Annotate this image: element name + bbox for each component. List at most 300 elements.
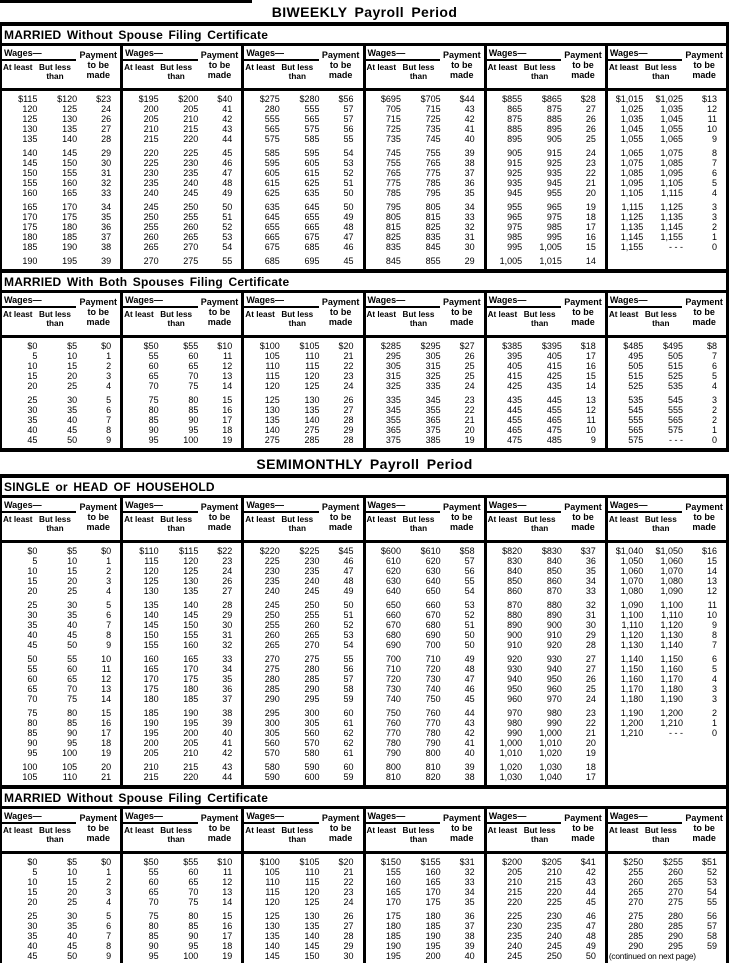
wage-bracket-row: [123, 188, 241, 198]
wage-bracket-row: [244, 867, 362, 877]
but-less-than-value: 315: [425, 361, 441, 371]
payment-value: 11: [101, 664, 112, 674]
scan-edge-line: [0, 0, 252, 3]
but-less-than-value: 1,030: [539, 762, 562, 772]
but-less-than-value: 385: [425, 435, 441, 445]
wage-bracket-row: [487, 168, 605, 178]
at-least-value: 715: [385, 114, 401, 124]
payment-value: 31: [222, 630, 233, 640]
payment-value: 29: [343, 941, 354, 951]
but-less-than-value: 1,145: [660, 222, 684, 232]
at-least-value: 825: [385, 232, 401, 242]
at-least-value: $100: [259, 341, 280, 351]
at-least-value: 740: [385, 694, 401, 704]
wage-bracket-row: [487, 664, 605, 674]
but-less-than-value: 215: [546, 877, 562, 887]
wages-header-block: [366, 809, 440, 851]
but-less-than-value: 925: [546, 158, 562, 168]
wage-bracket-group: [120, 498, 241, 785]
payment-value: 5: [106, 911, 112, 921]
continued-note: (continued on next page): [608, 951, 696, 961]
wage-bracket-row: [487, 640, 605, 650]
payment-value: 21: [464, 415, 475, 425]
wage-bracket-row: [244, 941, 362, 951]
wage-bracket-row: [244, 94, 362, 104]
but-less-than-value: 245: [546, 941, 562, 951]
column-subheaders: [366, 308, 440, 328]
wage-bracket-row: [608, 395, 726, 405]
payment-value: 27: [585, 654, 596, 664]
but-less-than-value: 835: [425, 232, 441, 242]
but-less-than-value: 80: [188, 911, 199, 921]
at-least-value: 685: [264, 256, 280, 266]
at-least-value: 140: [264, 425, 280, 435]
at-least-value: 1,150: [620, 664, 644, 674]
wage-bracket-row: [608, 381, 726, 391]
at-least-value: 730: [385, 684, 401, 694]
payment-value: 1: [711, 718, 717, 728]
at-least-value: 720: [385, 674, 401, 684]
wage-bracket-row: [608, 134, 726, 144]
wages-label: Wages—: [123, 295, 197, 308]
at-least-value: 795: [385, 202, 401, 212]
but-less-than-value: 265: [667, 877, 684, 887]
at-least-value: 180: [22, 232, 38, 242]
payment-value: $31: [459, 857, 475, 867]
payment-value: 14: [101, 694, 112, 704]
payment-value: 59: [343, 694, 354, 704]
wage-bracket-row: [123, 728, 241, 738]
payment-value: 26: [585, 674, 596, 684]
payment-value: 22: [343, 361, 354, 371]
wage-bracket-row: [487, 546, 605, 556]
but-less-than-value: 1,080: [660, 576, 684, 586]
wages-label: Wages—: [608, 48, 682, 61]
payment-value: 34: [464, 887, 475, 897]
at-least-value: 225: [507, 911, 523, 921]
payment-value: 33: [585, 586, 596, 596]
at-least-value: 85: [148, 931, 159, 941]
but-less-than-value: 670: [425, 610, 441, 620]
payment-header: Payment to be made: [443, 297, 481, 327]
payment-value: 24: [585, 694, 596, 704]
section-title: MARRIED With Both Spouses Filing Certificate: [2, 273, 726, 293]
payment-value: 24: [101, 104, 112, 114]
payment-value: 0: [711, 242, 717, 252]
wage-bracket-group: [363, 46, 484, 269]
but-less-than-value: 825: [425, 222, 441, 232]
but-less-than-value: 845: [425, 242, 441, 252]
but-less-than-header: But less than: [39, 515, 71, 533]
at-least-value: 565: [264, 124, 280, 134]
at-least-value: 1,210: [620, 728, 644, 738]
wage-bracket-row: [2, 94, 120, 104]
bracket-rows: [123, 338, 241, 448]
payment-value: 26: [343, 395, 354, 405]
wage-bracket-row: [366, 708, 484, 718]
payment-value: 30: [343, 951, 354, 961]
wage-bracket-row: [608, 415, 726, 425]
wage-bracket-row: [487, 951, 605, 961]
but-less-than-value: 95: [67, 738, 78, 748]
payment-value: 22: [343, 877, 354, 887]
at-least-value: 110: [265, 877, 280, 887]
wage-bracket-row: [366, 664, 484, 674]
payment-value: 9: [106, 640, 112, 650]
but-less-than-value: 135: [304, 921, 320, 931]
payment-header: Payment to be made: [685, 813, 723, 843]
but-less-than-value: - - -: [669, 728, 684, 738]
at-least-value: 210: [507, 877, 523, 887]
bracket-rows: [366, 91, 484, 269]
bracket-rows: [608, 543, 726, 785]
at-least-value: 110: [265, 361, 280, 371]
payment-value: 6: [711, 168, 717, 178]
but-less-than-value: 1,125: [660, 202, 684, 212]
wage-bracket-row: [487, 256, 605, 266]
but-less-than-value: 880: [546, 600, 562, 610]
but-less-than-value: 260: [183, 222, 199, 232]
wage-bracket-group: [605, 46, 726, 269]
wage-bracket-row: [244, 694, 362, 704]
wage-bracket-row: [2, 772, 120, 782]
but-less-than-value: 990: [546, 718, 562, 728]
but-less-than-value: 195: [425, 941, 441, 951]
payment-header: Payment to be made: [443, 813, 481, 843]
wage-bracket-row: [123, 772, 241, 782]
wage-bracket-row: [608, 664, 726, 674]
group-header: [366, 46, 484, 91]
but-less-than-value: 285: [304, 674, 320, 684]
at-least-value: 405: [507, 361, 523, 371]
at-least-value: 155: [385, 867, 401, 877]
wage-bracket-row: [608, 341, 726, 351]
at-least-value: 955: [507, 202, 523, 212]
wage-bracket-group: [120, 46, 241, 269]
but-less-than-value: 10: [67, 867, 78, 877]
payment-value: 18: [222, 941, 233, 951]
wage-bracket-row: [244, 664, 362, 674]
but-less-than-value: 220: [546, 887, 562, 897]
but-less-than-value: - - -: [669, 242, 684, 252]
wage-bracket-row: [123, 395, 241, 405]
payment-header: Payment to be made: [564, 813, 602, 843]
payment-value: 18: [585, 762, 596, 772]
wages-label: Wages—: [487, 500, 561, 513]
wage-bracket-row: [366, 867, 484, 877]
but-less-than-value: 200: [183, 728, 199, 738]
group-header: [123, 46, 241, 91]
at-least-value: 1,155: [620, 242, 644, 252]
payment-value: 40: [222, 728, 233, 738]
wage-bracket-row: [123, 708, 241, 718]
at-least-value: 800: [385, 762, 401, 772]
wage-bracket-row: [123, 664, 241, 674]
at-least-value: $100: [259, 857, 280, 867]
wage-bracket-group: [605, 498, 726, 785]
at-least-value: 20: [27, 897, 38, 907]
payment-value: 11: [586, 415, 596, 425]
payment-value: 8: [106, 941, 112, 951]
at-least-value: 495: [628, 351, 644, 361]
payment-value: 29: [101, 148, 112, 158]
but-less-than-value: 175: [425, 897, 441, 907]
but-less-than-value: 740: [425, 684, 441, 694]
at-least-value: 95: [27, 748, 38, 758]
at-least-value: 170: [22, 212, 38, 222]
payment-value: 19: [101, 748, 112, 758]
payment-value: 36: [464, 178, 475, 188]
wage-bracket-groups: [2, 293, 726, 448]
payment-value: 30: [101, 158, 112, 168]
but-less-than-value: 1,100: [660, 600, 684, 610]
wage-bracket-row: [2, 546, 120, 556]
payment-value: $10: [217, 857, 233, 867]
payment-value: 33: [464, 212, 475, 222]
but-less-than-value: 70: [188, 887, 199, 897]
wage-bracket-row: [608, 654, 726, 664]
at-least-value: 255: [143, 222, 159, 232]
but-less-than-value: 775: [425, 168, 441, 178]
but-less-than-value: 565: [304, 114, 320, 124]
but-less-than-value: 25: [67, 381, 78, 391]
wage-bracket-row: [366, 857, 484, 867]
at-least-value: 145: [143, 620, 159, 630]
but-less-than-value: 475: [546, 425, 562, 435]
but-less-than-value: 85: [67, 718, 78, 728]
wage-bracket-row: [487, 405, 605, 415]
wage-bracket-group: [241, 498, 362, 785]
bracket-rows: [2, 854, 120, 963]
payment-value: 14: [222, 897, 233, 907]
column-subheaders: [123, 308, 197, 328]
but-less-than-value: 185: [62, 232, 78, 242]
wage-bracket-row: [366, 158, 484, 168]
at-least-value: 1,060: [620, 566, 644, 576]
wage-bracket-row: [123, 405, 241, 415]
at-least-value: 545: [628, 405, 644, 415]
wage-bracket-row: [2, 188, 120, 198]
payment-value: 53: [222, 232, 233, 242]
wage-bracket-group: [363, 498, 484, 785]
at-least-value: 260: [143, 232, 159, 242]
wage-bracket-row: [123, 576, 241, 586]
wage-bracket-row: [366, 114, 484, 124]
but-less-than-value: 120: [304, 887, 320, 897]
but-less-than-header: But less than: [160, 826, 193, 844]
payment-value: 11: [222, 867, 233, 877]
group-header: [608, 498, 726, 543]
but-less-than-value: 910: [546, 630, 562, 640]
payment-value: $0: [101, 857, 112, 867]
but-less-than-value: 130: [62, 114, 78, 124]
wage-bracket-row: [608, 405, 726, 415]
payment-value: 15: [706, 556, 717, 566]
wage-bracket-row: [123, 232, 241, 242]
but-less-than-value: 185: [425, 921, 441, 931]
wage-bracket-row: [2, 911, 120, 921]
at-least-value: 995: [507, 242, 523, 252]
wages-header-block: [123, 293, 197, 335]
at-least-value: 1,080: [620, 586, 644, 596]
payment-value: 59: [343, 772, 354, 782]
at-least-value: 1,105: [620, 188, 644, 198]
but-less-than-value: 245: [183, 188, 199, 198]
but-less-than-value: 250: [183, 202, 199, 212]
at-least-value: 105: [22, 772, 38, 782]
wage-bracket-row: [2, 425, 120, 435]
but-less-than-value: 765: [425, 158, 441, 168]
but-less-than-value: 80: [188, 395, 199, 405]
wage-bracket-groups: [2, 46, 726, 269]
but-less-than-value: 575: [304, 124, 320, 134]
wages-label: Wages—: [2, 295, 76, 308]
wages-header-block: [244, 293, 318, 335]
at-least-value: 300: [264, 718, 280, 728]
but-less-than-value: 800: [425, 748, 441, 758]
wage-bracket-group: [241, 809, 362, 963]
at-least-value: 535: [628, 395, 644, 405]
wage-bracket-row: [366, 134, 484, 144]
at-least-value: 185: [22, 242, 38, 252]
payment-value: 53: [706, 877, 717, 887]
wage-bracket-row: [244, 610, 362, 620]
wages-header-block: [608, 809, 682, 851]
wage-bracket-row: [608, 708, 726, 718]
but-less-than-value: 625: [304, 178, 320, 188]
wage-bracket-row: [487, 867, 605, 877]
wage-bracket-row: [366, 566, 484, 576]
wage-bracket-row: [2, 104, 120, 114]
but-less-than-header: But less than: [523, 515, 556, 533]
payment-header: Payment to be made: [321, 50, 360, 80]
but-less-than-value: 250: [304, 600, 320, 610]
payment-value: 7: [711, 158, 717, 168]
payment-value: 41: [464, 738, 475, 748]
wage-bracket-row: [123, 620, 241, 630]
payment-value: $45: [338, 546, 354, 556]
at-least-value: 270: [143, 256, 159, 266]
but-less-than-value: $830: [541, 546, 562, 556]
payment-value: 57: [706, 921, 717, 931]
at-least-value: 1,135: [620, 222, 644, 232]
payment-header: Payment to be made: [443, 50, 481, 80]
at-least-value: 180: [143, 694, 159, 704]
wage-bracket-row: [608, 674, 726, 684]
wages-header-block: [2, 46, 76, 88]
but-less-than-header: But less than: [523, 826, 556, 844]
wage-bracket-row: [244, 728, 362, 738]
payment-value: 4: [711, 188, 717, 198]
wage-bracket-row: [123, 566, 241, 576]
payment-value: 28: [101, 134, 112, 144]
payment-value: 34: [222, 664, 233, 674]
wage-bracket-row: [244, 630, 362, 640]
payment-value: 47: [343, 566, 354, 576]
at-least-value: 230: [264, 566, 280, 576]
but-less-than-header: But less than: [644, 310, 677, 328]
payment-value: 49: [343, 212, 354, 222]
at-least-value: 505: [628, 361, 644, 371]
wage-bracket-row: [2, 232, 120, 242]
at-least-value: 20: [27, 586, 38, 596]
payment-value: 44: [222, 134, 233, 144]
at-least-value: 145: [264, 951, 280, 961]
at-least-value: 990: [507, 728, 523, 738]
but-less-than-value: 850: [546, 566, 562, 576]
at-least-value: 220: [507, 897, 523, 907]
payment-value: 21: [343, 867, 354, 877]
wage-bracket-row: [2, 361, 120, 371]
at-least-value: 165: [385, 887, 401, 897]
wage-bracket-row: [123, 114, 241, 124]
but-less-than-value: 770: [425, 718, 441, 728]
at-least-value: 245: [264, 600, 280, 610]
at-least-value: 270: [264, 654, 280, 664]
bracket-rows: [244, 854, 362, 963]
at-least-value: 40: [27, 941, 38, 951]
at-least-value: 120: [22, 104, 38, 114]
at-least-value: 555: [628, 415, 644, 425]
at-least-value: 25: [27, 600, 38, 610]
but-less-than-value: 60: [188, 867, 199, 877]
payment-value: 33: [464, 877, 475, 887]
wage-bracket-row: [487, 586, 605, 596]
payment-value: 12: [585, 405, 596, 415]
group-header: [366, 293, 484, 338]
bracket-rows: [244, 338, 362, 448]
at-least-value: 965: [507, 212, 523, 222]
payment-value: $51: [701, 857, 717, 867]
wage-bracket-row: [2, 395, 120, 405]
wage-bracket-group: [484, 809, 605, 963]
but-less-than-value: 875: [546, 104, 562, 114]
at-least-value: 175: [385, 911, 401, 921]
wage-bracket-row: [608, 640, 726, 650]
wage-bracket-row: [366, 748, 484, 758]
wage-bracket-row: [487, 694, 605, 704]
at-least-value: 780: [385, 738, 401, 748]
payment-value: 42: [222, 748, 233, 758]
wage-bracket-row: [123, 371, 241, 381]
wage-bracket-row: [487, 351, 605, 361]
payment-value: 3: [711, 684, 717, 694]
payment-value: 8: [711, 630, 717, 640]
wage-bracket-row: [123, 124, 241, 134]
payment-value: 38: [464, 772, 475, 782]
at-least-header: At least: [487, 515, 518, 524]
wage-bracket-row: [487, 630, 605, 640]
payment-value: 9: [106, 435, 112, 445]
group-header: [487, 498, 605, 543]
payment-value: 57: [343, 104, 354, 114]
at-least-value: $1,040: [615, 546, 644, 556]
at-least-value: 60: [27, 674, 38, 684]
at-least-value: 10: [27, 361, 38, 371]
at-least-header: At least: [245, 310, 275, 319]
at-least-value: 150: [143, 630, 159, 640]
at-least-value: 185: [385, 931, 401, 941]
at-least-value: 1,085: [620, 168, 644, 178]
at-least-value: 135: [143, 600, 159, 610]
payment-value: 60: [343, 708, 354, 718]
at-least-value: 265: [143, 242, 159, 252]
but-less-than-value: 900: [546, 620, 562, 630]
payment-value: 52: [706, 867, 717, 877]
payment-value: 25: [585, 684, 596, 694]
but-less-than-value: 95: [188, 425, 199, 435]
bracket-rows: [487, 91, 605, 269]
